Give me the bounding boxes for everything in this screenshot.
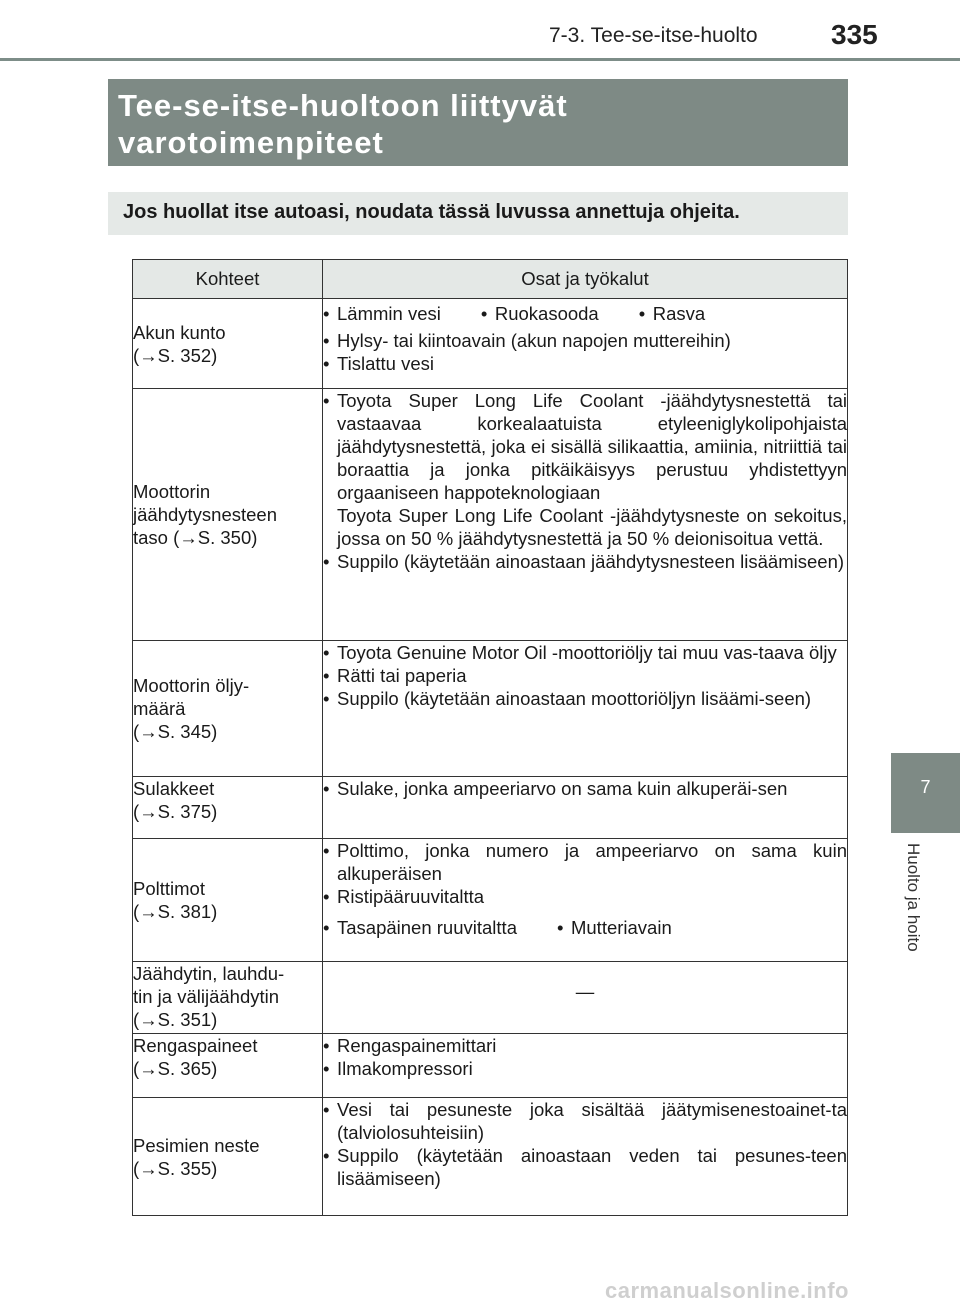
bullet-mark: •: [323, 1145, 330, 1166]
object-cell: [133, 389, 323, 641]
object-cell: [133, 962, 323, 1034]
bullet-item: [323, 664, 847, 687]
table-header-objects: Kohteet: [133, 260, 323, 299]
table-row: [133, 641, 848, 777]
intro-text: Jos huollat itse autoasi, noudata tässä luvussa annettuja ohjeita.: [123, 201, 740, 223]
bullet-text: Hylsy- tai kiintoavain (akun napojen muttereihin): [337, 330, 731, 351]
bullet-mark: •: [323, 886, 330, 907]
bullet-mark: •: [323, 353, 330, 374]
bullet-mark: •: [323, 778, 330, 799]
table-header-row: [133, 260, 848, 299]
table-row: [133, 389, 848, 641]
inline-bullet-row: [323, 916, 847, 939]
chapter-label: Huolto ja hoito: [904, 843, 923, 952]
bullet-text: Tislattu vesi: [337, 353, 434, 374]
tools-cell: [323, 839, 848, 962]
bullet-item: [323, 916, 517, 939]
bullet-mark: •: [323, 688, 330, 709]
page-title: [118, 87, 838, 161]
object-cell: [133, 641, 323, 777]
bullet-item: [323, 550, 847, 573]
bullet-item: [323, 1144, 847, 1190]
bullet-mark: •: [638, 303, 646, 324]
object-cell: [133, 299, 323, 389]
page-title-line-1: Tee-se-itse-huoltoon liittyvät: [118, 88, 568, 123]
bullet-text: Lämmin vesi: [337, 303, 441, 324]
tools-cell: [323, 1034, 848, 1098]
tools-cell: [323, 1098, 848, 1216]
chapter-number: 7: [920, 777, 931, 797]
bullet-mark: •: [323, 390, 330, 411]
table-row: [133, 777, 848, 839]
bullet-mark: •: [323, 917, 330, 938]
section-heading: 7-3. Tee-se-itse-huolto: [549, 24, 758, 47]
bullet-item: [481, 302, 599, 325]
object-cell: [133, 777, 323, 839]
empty-dash: —: [575, 981, 595, 1002]
chapter-tab[interactable]: [891, 753, 960, 833]
bullet-text: Vesi tai pesuneste joka sisältää jäätymisenestoainet-ta (talviolosuhteisiin): [337, 1099, 847, 1143]
bullet-mark: •: [323, 1099, 330, 1120]
bullet-mark: •: [323, 642, 330, 663]
tools-cell: [323, 641, 848, 777]
watermark: carmanualsonline.info: [605, 1278, 849, 1303]
object-cell: [133, 1098, 323, 1216]
page-title-line-2: varotoimenpiteet: [118, 125, 384, 160]
header-divider: [0, 58, 960, 61]
bullet-text: Suppilo (käytetään ainoastaan moottoriöljyn lisäämi-seen): [337, 688, 812, 709]
object-line: Pesimien neste: [133, 1134, 260, 1156]
bullet-text: Ilmakompressori: [337, 1058, 473, 1079]
bullet-item: [323, 839, 847, 885]
object-line: jäähdytysnesteen: [133, 504, 277, 525]
intro-banner: [108, 192, 848, 235]
object-line: Polttimot: [133, 878, 205, 899]
bullet-text: Suppilo (käytetään ainoastaan jäähdytysnesteen lisäämiseen): [337, 551, 845, 572]
bullet-item: [323, 1098, 847, 1144]
bullet-text: Rätti tai paperia: [337, 665, 467, 686]
object-line: Moottorin: [133, 481, 211, 502]
object-line: Moottorin öljy-: [133, 675, 250, 696]
object-line: (→S. 365): [133, 1058, 218, 1079]
object-line: (→S. 381): [133, 901, 218, 922]
bullet-item: [323, 1034, 847, 1057]
bullet-text: Toyota Super Long Life Coolant -jäähdytysnestettä tai vastaavaa korkealaatuista etyleeniglykolipohjaista jäähdytysnestettä, joka ei sisällä silikaattia, amiinia, nitriittiä tai boraattia ja jonka pitkäikäisyys perustuu yhdistettyyn orgaaniseen happoteknologiaan: [337, 390, 847, 503]
bullet-item: [557, 916, 672, 939]
object-line: tin ja välijäähdytin: [133, 986, 280, 1007]
bullet-item: [323, 389, 847, 504]
bullet-mark: •: [323, 665, 330, 686]
tools-cell: [323, 389, 848, 641]
object-line: (→S. 375): [133, 801, 218, 822]
bullet-text: Rasva: [652, 303, 706, 324]
object-line: taso (→S. 350): [133, 527, 258, 548]
bullet-mark: •: [480, 303, 488, 324]
inline-bullet-row: [323, 302, 847, 325]
bullet-item: [323, 641, 847, 664]
table-row: [133, 962, 848, 1034]
table-row: [133, 1098, 848, 1216]
bullet-mark: •: [323, 303, 330, 324]
bullet-text: Ristipääruuvitaltta: [337, 886, 485, 907]
object-line: (→S. 351): [133, 1009, 218, 1030]
object-cell: [133, 839, 323, 962]
object-line: (→S. 345): [133, 721, 218, 742]
bullet-text: Rengaspainemittari: [337, 1035, 497, 1056]
bullet-mark: •: [556, 917, 564, 938]
bullet-mark: •: [323, 1035, 330, 1056]
table-row: [133, 1034, 848, 1098]
parts-table: [132, 259, 848, 1216]
table-header-tools: Osat ja työkalut: [323, 260, 848, 299]
bullet-text: Polttimo, jonka numero ja ampeeriarvo on sama kuin alkuperäisen: [337, 840, 847, 884]
tools-cell: [323, 299, 848, 389]
object-line: Jäähdytin, lauhdu-: [133, 963, 285, 984]
bullet-text: Mutteriavain: [570, 917, 672, 938]
bullet-mark: •: [323, 551, 330, 572]
bullet-mark: •: [323, 1058, 330, 1079]
bullet-item: [323, 352, 847, 375]
bullet-mark: •: [323, 330, 330, 351]
object-cell: [133, 1034, 323, 1098]
tools-cell: [323, 777, 848, 839]
tools-cell: [323, 962, 848, 1034]
object-line: Sulakkeet: [133, 778, 215, 799]
object-line: (→S. 352): [133, 344, 218, 366]
table-row: [133, 839, 848, 962]
object-line: Rengaspaineet: [133, 1035, 258, 1056]
bullet-text: Sulake, jonka ampeeriarvo on sama kuin alkuperäi-sen: [337, 778, 788, 799]
table-row: [133, 299, 848, 389]
bullet-text: Toyota Genuine Motor Oil -moottoriöljy tai muu vas-taava öljy: [337, 642, 837, 663]
bullet-text: Suppilo (käytetään ainoastaan veden tai pesunes-teen lisäämiseen): [337, 1145, 847, 1189]
page-number: 335: [831, 19, 878, 50]
object-line: (→S. 355): [133, 1157, 218, 1179]
bullet-text: Tasapäinen ruuvitaltta: [337, 917, 517, 938]
title-banner: [108, 79, 848, 166]
object-line: määrä: [133, 698, 186, 719]
bullet-item: [323, 302, 441, 325]
bullet-item: [323, 1057, 847, 1080]
object-line: Akun kunto: [133, 321, 226, 343]
bullet-mark: •: [323, 840, 330, 861]
bullet-item: [323, 687, 847, 710]
bullet-item: [323, 329, 847, 352]
bullet-item: [323, 885, 847, 908]
bullet-continuation: Toyota Super Long Life Coolant -jäähdytysneste on sekoitus, jossa on 50 % jäähdytysnestettä ja 50 % deionisoitua vettä.: [337, 505, 847, 549]
bullet-text: Ruokasooda: [494, 303, 599, 324]
bullet-item: [323, 777, 847, 800]
bullet-item: [639, 302, 705, 325]
